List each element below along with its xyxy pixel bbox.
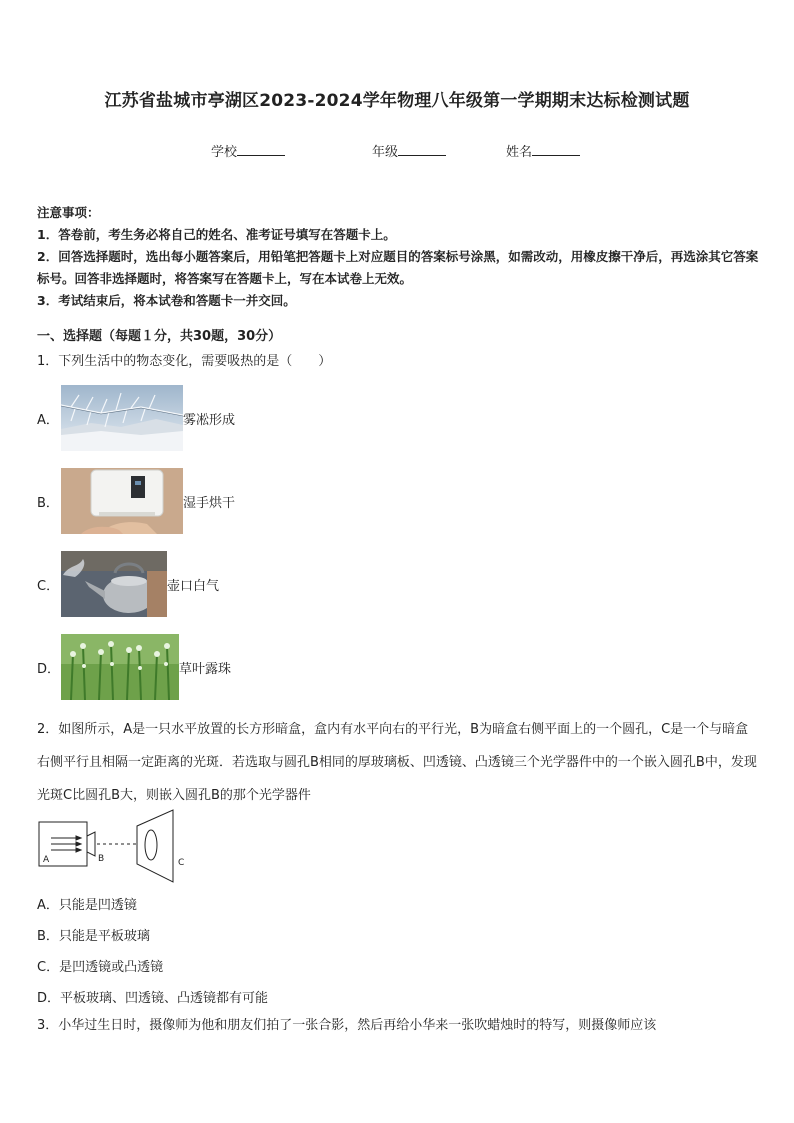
school-blank[interactable]: [237, 143, 285, 156]
name-blank[interactable]: [532, 143, 580, 156]
option-label: B．: [37, 495, 59, 511]
note-item: 3．考试结束后，将本试卷和答题卡一并交回。: [37, 293, 296, 308]
note-item: 2．回答选择题时，选出每小题答案后，用铅笔把答题卡上对应题目的答案标号涂黑，如需改动，用橡皮擦干净后，再选涂其它答案标号。回答非选择题时，将答案写在答题卡上，写在本试卷上无效。: [37, 249, 759, 286]
label-c: C: [178, 858, 185, 868]
kettle-steam-image: [61, 551, 167, 617]
school-label: 学校: [211, 145, 238, 160]
option-text: 雾凇形成: [183, 412, 236, 428]
option-text: 草叶露珠: [179, 661, 232, 677]
q1-option-a[interactable]: [37, 385, 235, 451]
option-label: A．: [37, 412, 59, 428]
school-field: [211, 141, 285, 160]
grade-field: [372, 141, 446, 160]
hand-dryer-image: [61, 468, 183, 534]
optics-diagram: [37, 808, 197, 884]
q2-option-d[interactable]: D．平板玻璃、凹透镜、凸透镜都有可能: [37, 991, 269, 1006]
grade-blank[interactable]: [398, 143, 446, 156]
option-label: C．: [37, 578, 60, 594]
note-item: 1．答卷前，考生务必将自己的姓名、准考证号填写在答题卡上。: [37, 227, 396, 242]
q2-option-b[interactable]: B．只能是平板玻璃: [37, 929, 150, 944]
notes-block: [37, 202, 759, 312]
section-heading: 一、选择题（每题１分，共30题，30分）: [37, 329, 282, 344]
q1-option-b[interactable]: [37, 468, 235, 534]
grade-label: 年级: [372, 145, 399, 160]
name-field: [506, 141, 580, 160]
page-title: 江苏省盐城市亭湖区2023-2024学年物理八年级第一学期期末达标检测试题: [104, 91, 690, 111]
option-text: 湿手烘干: [183, 495, 236, 511]
rime-frost-image: [61, 385, 183, 451]
q2-option-a[interactable]: A．只能是凹透镜: [37, 898, 137, 913]
grass-dew-image: [61, 634, 179, 700]
label-a: A: [43, 855, 50, 865]
q1-option-c[interactable]: [37, 551, 219, 617]
q1-option-d[interactable]: [37, 634, 231, 700]
question-1-stem: 1．下列生活中的物态变化，需要吸热的是（ ）: [37, 354, 332, 369]
q2-option-c[interactable]: C．是凹透镜或凸透镜: [37, 960, 164, 975]
name-label: 姓名: [506, 145, 533, 160]
label-b: B: [98, 854, 105, 864]
option-label: D．: [37, 661, 61, 677]
question-2-stem: 2．如图所示，A是一只水平放置的长方形暗盒，盒内有水平向右的平行光，B为暗盒右侧平面上的一个圆孔，C是一个与暗盒右侧平行且相隔一定距离的光斑．若选取与圆孔B相同的厚玻璃板、凹透镜、凸透镜三个光学器件中的一个嵌入圆孔B中，发现光斑C比圆孔B大，则嵌入圆孔B的那个光学器件: [37, 722, 757, 803]
notes-heading: 注意事项：: [37, 205, 100, 220]
option-text: 壶口白气: [167, 578, 220, 594]
question-3-stem: 3．小华过生日时，摄像师为他和朋友们拍了一张合影，然后再给小华来一张吹蜡烛时的特写，则摄像师应该: [37, 1018, 657, 1033]
